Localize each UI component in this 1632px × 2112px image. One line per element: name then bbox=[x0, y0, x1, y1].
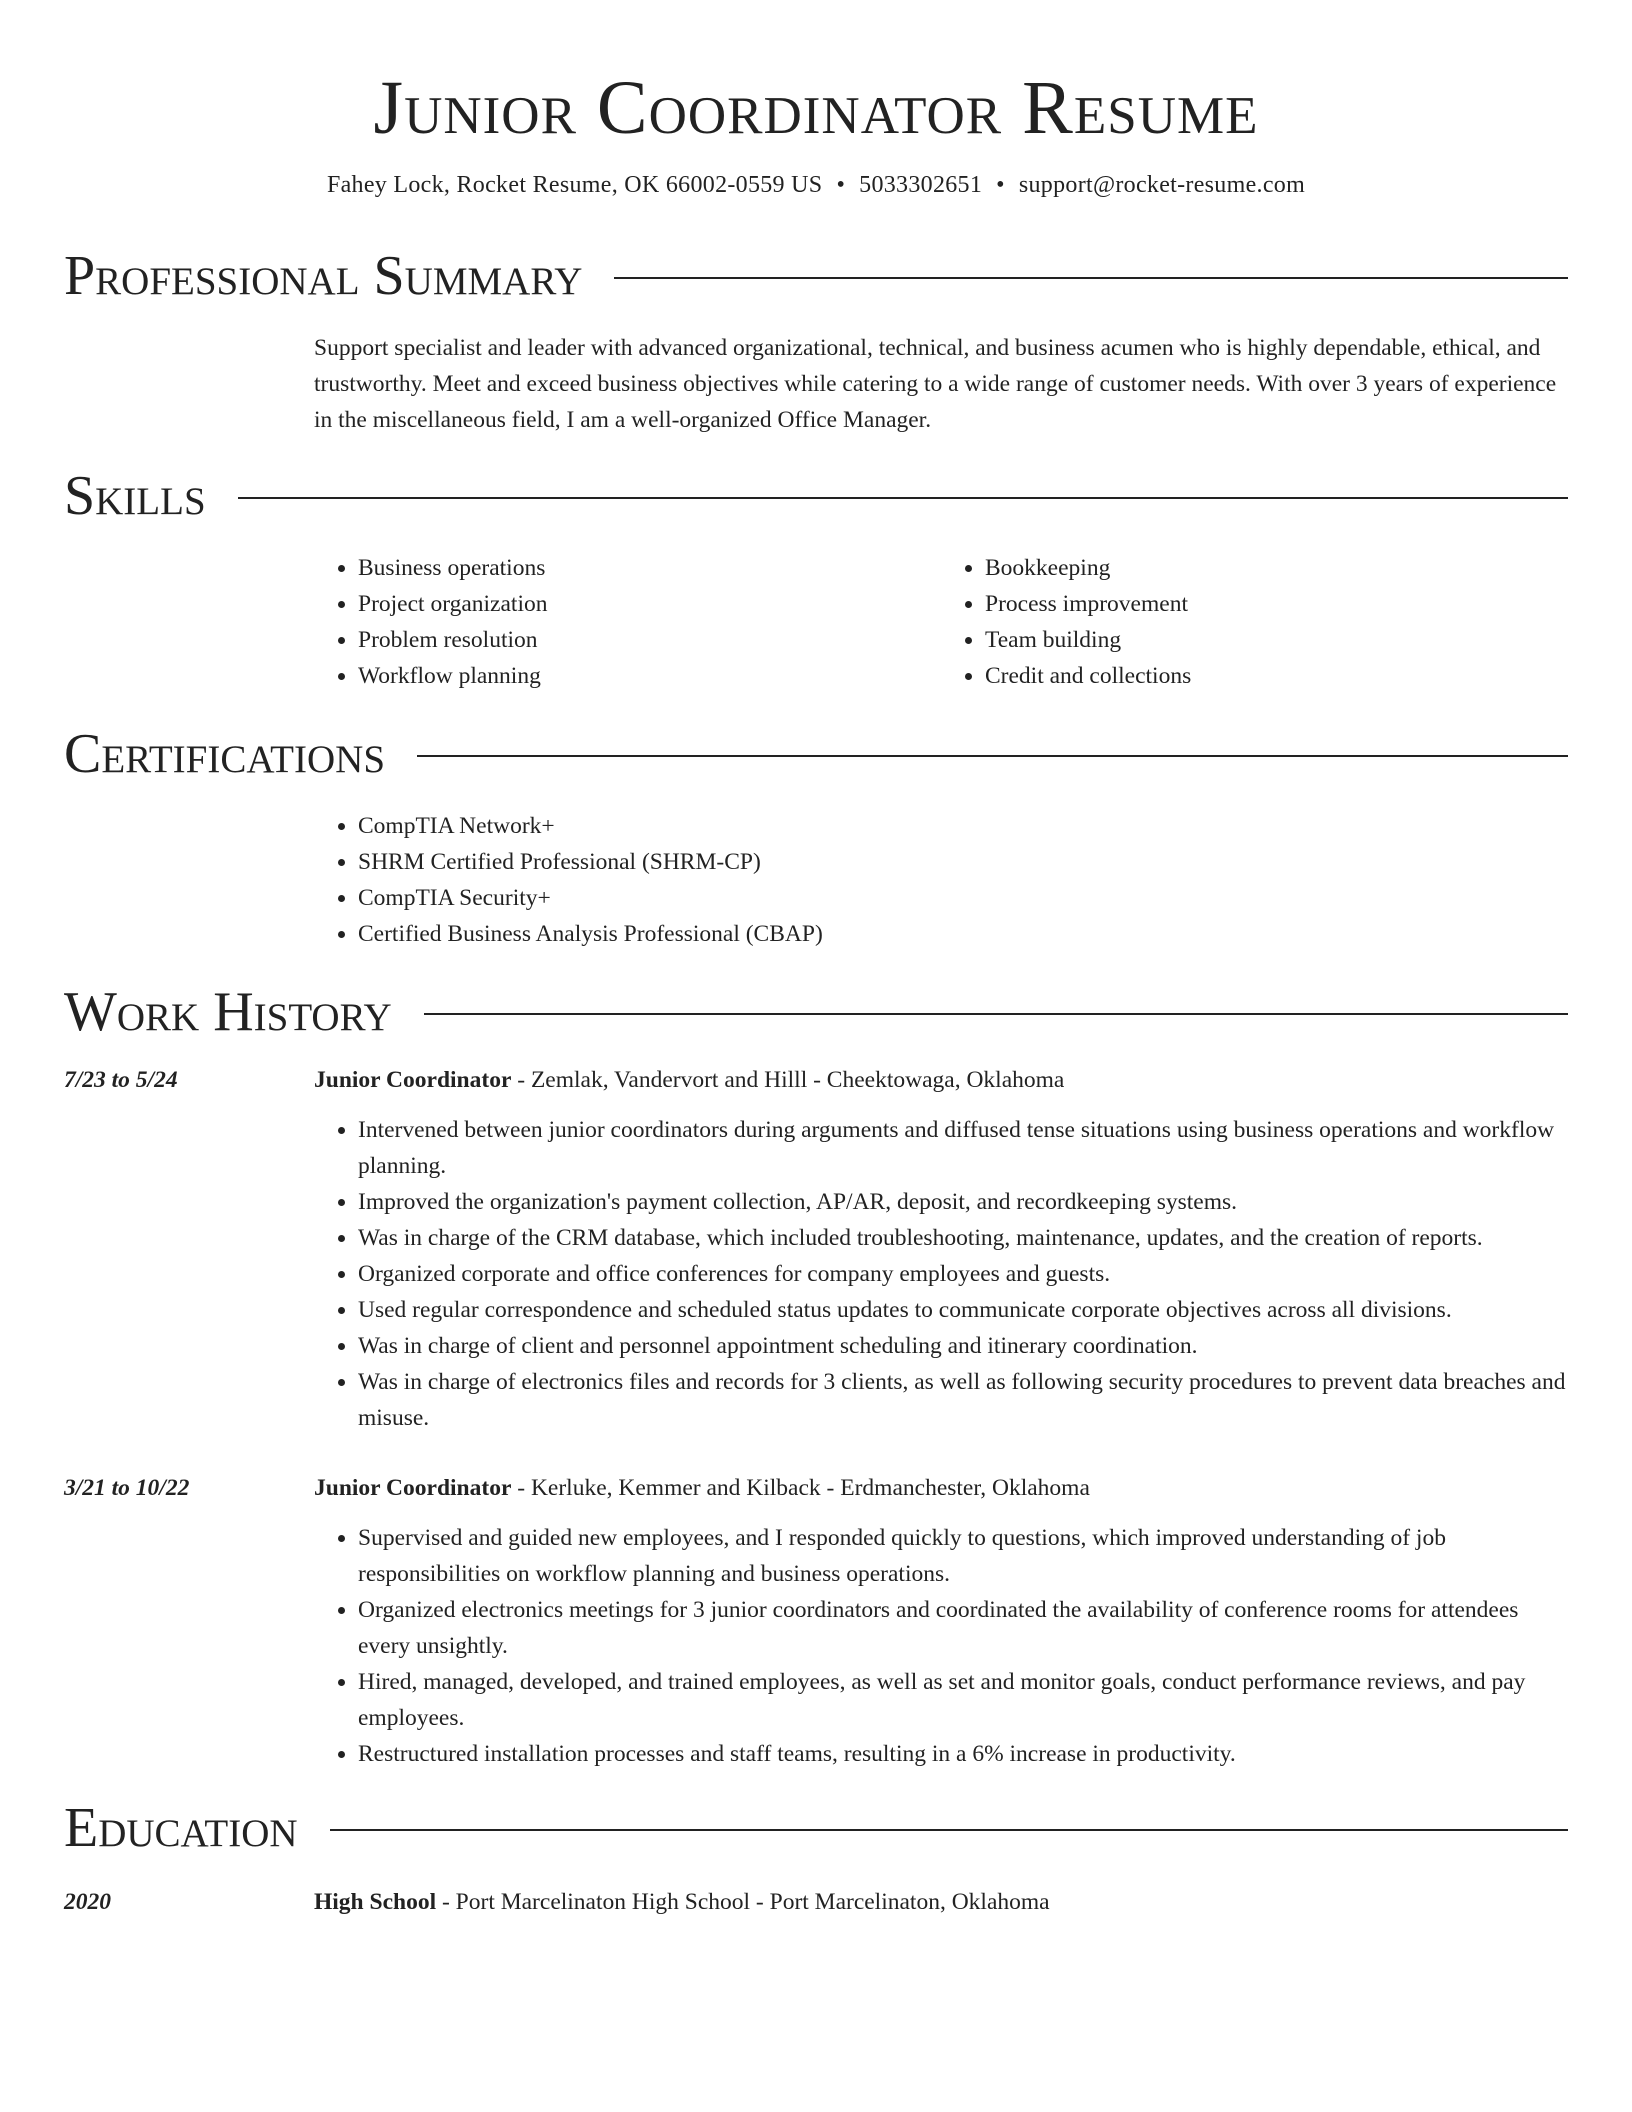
education-section-header bbox=[64, 1798, 1568, 1858]
skills-heading: Skills bbox=[64, 465, 206, 527]
skills-list bbox=[314, 550, 1568, 694]
contact-phone: 5033302651 bbox=[859, 172, 983, 198]
summary-section-header bbox=[64, 246, 1568, 306]
certification-item: • Certified Business Analysis Professional (CBAP) bbox=[358, 916, 1568, 952]
education-year: 2020 bbox=[64, 1889, 111, 1915]
skill-item: • Problem resolution bbox=[358, 622, 941, 658]
job-entry-header bbox=[64, 1062, 1568, 1098]
skill-item: • Workflow planning bbox=[358, 658, 941, 694]
certification-item: • CompTIA Security+ bbox=[358, 880, 1568, 916]
contact-separator: • bbox=[996, 172, 1005, 198]
job-bullet: • Improved the organization's payment collection, AP/AR, deposit, and recordkeeping systems. bbox=[358, 1184, 1568, 1220]
education-entry bbox=[64, 1884, 1568, 1920]
work-section-header bbox=[64, 982, 1568, 1042]
summary-text: Support specialist and leader with advanced organizational, technical, and business acumen who is highly dependable, ethical, and trustworthy. Meet and exceed business objectives while catering to a wide range of customer needs. With over 3 years of experience in the miscellaneous field, I am a well-organized Office Manager. bbox=[314, 335, 1557, 433]
job-dates: 3/21 to 10/22 bbox=[64, 1475, 190, 1501]
skills-section-header bbox=[64, 466, 1568, 526]
job-bullet: • Used regular correspondence and scheduled status updates to communicate corporate objectives across all divisions. bbox=[358, 1292, 1568, 1328]
resume-page bbox=[64, 0, 1568, 1920]
job-bullet: • Restructured installation processes and staff teams, resulting in a 6% increase in productivity. bbox=[358, 1736, 1568, 1772]
section-divider bbox=[238, 497, 1568, 499]
summary-heading: Professional Summary bbox=[64, 245, 583, 307]
job-bullet: • Organized corporate and office conferences for company employees and guests. bbox=[358, 1256, 1568, 1292]
job-bullet: • Organized electronics meetings for 3 junior coordinators and coordinated the availability of conference rooms for attendees every unsightly. bbox=[358, 1592, 1568, 1664]
education-degree: High School bbox=[314, 1889, 437, 1915]
skill-item: • Business operations bbox=[358, 550, 941, 586]
skills-column-right bbox=[941, 550, 1568, 694]
job-entry-header bbox=[64, 1470, 1568, 1506]
job-company: - Zemlak, Vandervort and Hilll - Cheektowaga, Oklahoma bbox=[511, 1067, 1065, 1093]
contact-line bbox=[64, 168, 1568, 202]
certifications-list bbox=[314, 808, 1568, 952]
job-title-line bbox=[314, 1470, 1090, 1506]
job-role: Junior Coordinator bbox=[314, 1067, 512, 1093]
contact-address: Fahey Lock, Rocket Resume, OK 66002-0559 US bbox=[326, 172, 823, 198]
work-heading: Work History bbox=[64, 981, 392, 1043]
skill-item: • Process improvement bbox=[985, 586, 1568, 622]
certifications-heading: Certifications bbox=[64, 723, 386, 785]
job-bullet: • Intervened between junior coordinators during arguments and diffused tense situations using business operations and workflow planning. bbox=[358, 1112, 1568, 1184]
education-school: - Port Marcelinaton High School - Port Marcelinaton, Oklahoma bbox=[436, 1889, 1050, 1915]
job-role: Junior Coordinator bbox=[314, 1475, 512, 1501]
skill-item: • Credit and collections bbox=[985, 658, 1568, 694]
skill-item: • Bookkeeping bbox=[985, 550, 1568, 586]
certifications-section-header bbox=[64, 724, 1568, 784]
education-heading: Education bbox=[64, 1797, 298, 1859]
job-title-line bbox=[314, 1062, 1064, 1098]
education-title-line bbox=[314, 1884, 1050, 1920]
certification-item: • SHRM Certified Professional (SHRM-CP) bbox=[358, 844, 1568, 880]
resume-title: Junior Coordinator Resume bbox=[373, 66, 1259, 150]
contact-email: support@rocket-resume.com bbox=[1018, 172, 1306, 198]
section-divider bbox=[424, 1013, 1568, 1015]
job-bullets bbox=[314, 1520, 1568, 1772]
skill-item: • Team building bbox=[985, 622, 1568, 658]
job-bullet: • Was in charge of client and personnel appointment scheduling and itinerary coordination. bbox=[358, 1328, 1568, 1364]
job-bullet: • Supervised and guided new employees, and I responded quickly to questions, which improved understanding of job responsibilities on workflow planning and business operations. bbox=[358, 1520, 1568, 1592]
certification-item: • CompTIA Network+ bbox=[358, 808, 1568, 844]
job-bullet: • Was in charge of the CRM database, which included troubleshooting, maintenance, updates, and the creation of reports. bbox=[358, 1220, 1568, 1256]
section-divider bbox=[614, 277, 1568, 279]
job-bullet: • Hired, managed, developed, and trained employees, as well as set and monitor goals, conduct performance reviews, and pay employees. bbox=[358, 1664, 1568, 1736]
job-bullet: • Was in charge of electronics files and records for 3 clients, as well as following security procedures to prevent data breaches and misuse. bbox=[358, 1364, 1568, 1436]
job-dates: 7/23 to 5/24 bbox=[64, 1067, 178, 1093]
job-bullets bbox=[314, 1112, 1568, 1436]
section-divider bbox=[330, 1829, 1568, 1831]
skill-item: • Project organization bbox=[358, 586, 941, 622]
skills-column-left bbox=[314, 550, 941, 694]
contact-separator: • bbox=[836, 172, 846, 198]
section-divider bbox=[417, 755, 1568, 757]
job-company: - Kerluke, Kemmer and Kilback - Erdmanchester, Oklahoma bbox=[511, 1475, 1090, 1501]
